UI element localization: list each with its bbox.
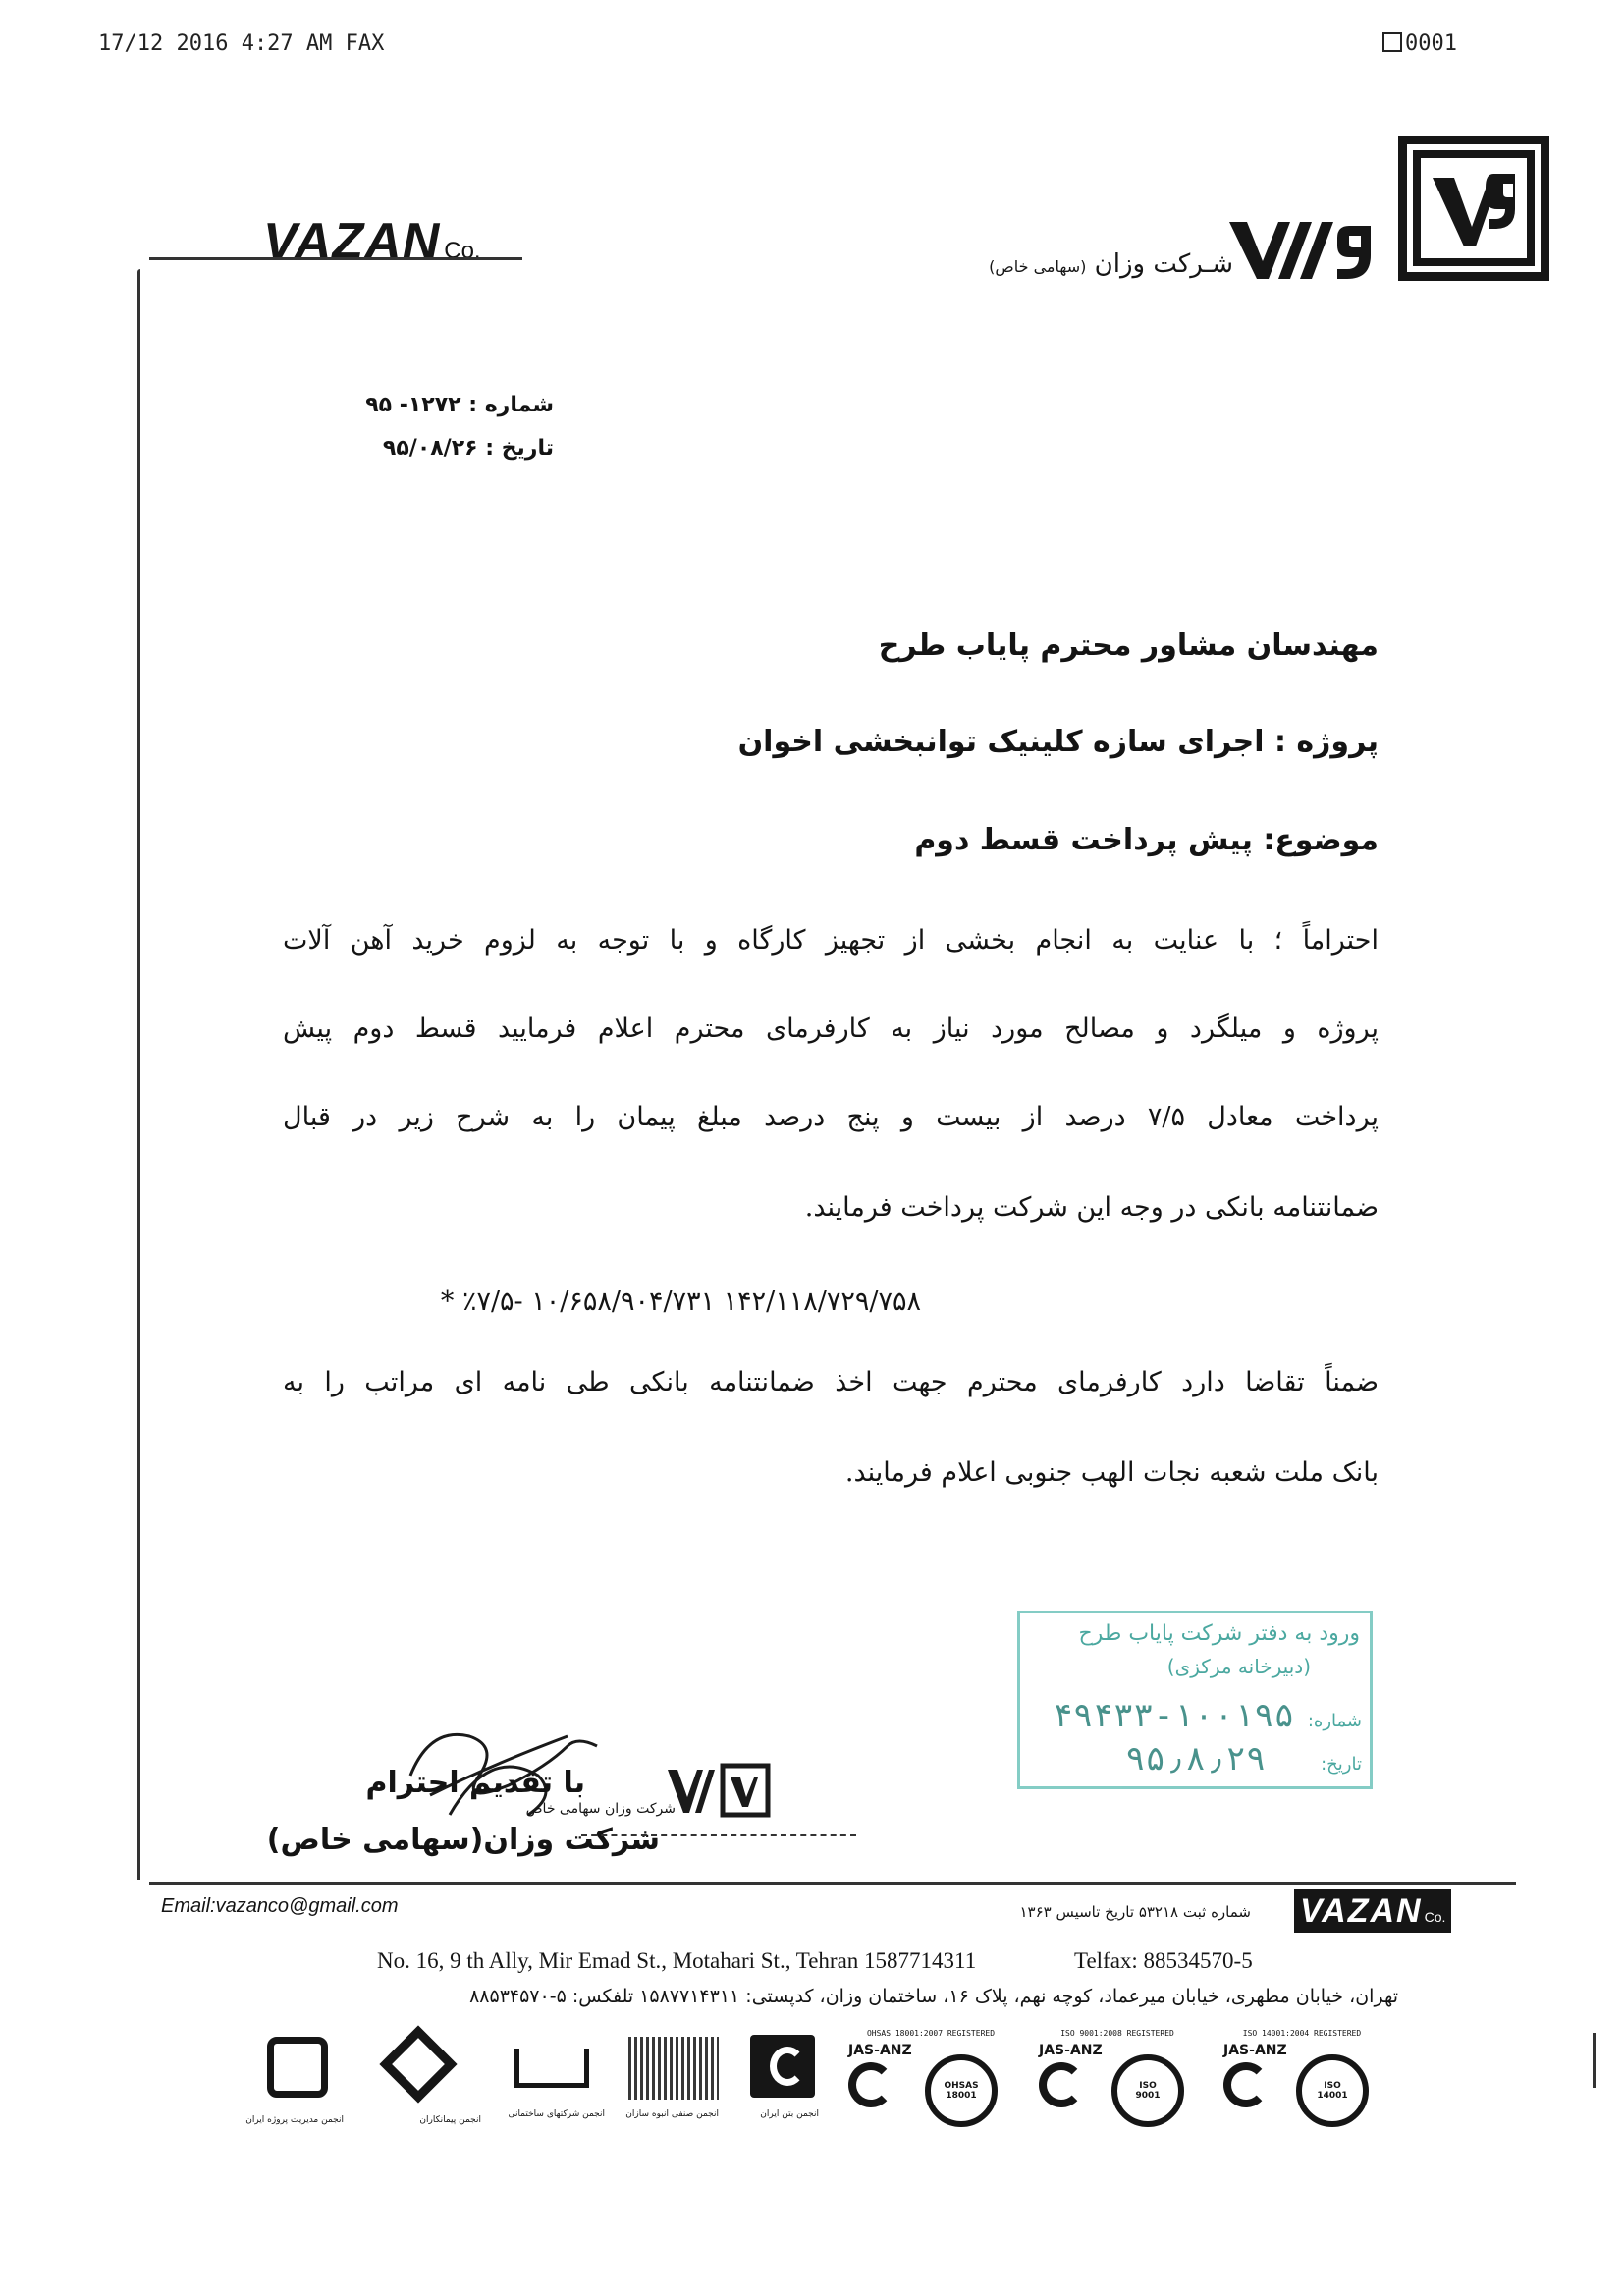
subject-heading: موضوع: پیش پرداخت قسط دوم [914,823,1379,857]
cert-contractors-association: انجمن پیمانکاران [359,2029,487,2137]
company-name-fa: شـرکت وزان (سهامی خاص) [989,249,1233,279]
stamp-line-2: (دبیرخانه مرکزی) [1166,1655,1311,1678]
fax-page-number: 0001 [1382,31,1457,56]
cert-construction-companies: انجمن شرکتهای ساختمانی [501,2029,609,2137]
stamp-number: شماره: ۱۰۰۱۹۵-۴۹۴۳۳ [1053,1696,1362,1735]
brand-wordmark-slashes [1229,222,1377,285]
fax-timestamp: 17/12 2016 4:27 AM FAX [98,31,385,56]
stamp-line-1: ورود به دفتر شرکت پایاب طرح [1078,1621,1360,1646]
brand-latin: VAZAN [263,213,441,270]
cert-seal-icon: ISO 9001 [1111,2054,1184,2127]
signature-underline [581,1834,856,1836]
vazan-emblem [1398,136,1549,281]
cert-concrete-association: انجمن بتن ایران [746,2029,831,2137]
cert-c-mark-icon [848,2062,893,2107]
cert-ohsas18001: OHSAS 18001:2007 REGISTERED JAS-ANZ OHSAS 18001 [842,2029,1019,2137]
frame-top-line [149,257,522,260]
cert-c-mark-icon [1039,2062,1084,2107]
concrete-association-c-icon [770,2047,805,2086]
closing-line-2: بانک ملت شعبه نجات الهب جنوبی اعلام فرمایند. [844,1457,1379,1488]
signature-greeting: با تقدیم احترام [365,1766,585,1800]
body-line-4: ضمانتنامه بانکی در وجه این شرکت پرداخت فرمایند. [804,1192,1379,1223]
signature-stamp-text: شرکت وزان سهامی خاص [525,1801,676,1817]
handshake-icon [514,2049,589,2088]
project-heading: پروژه : اجرای سازه کلینیک توانبخشی اخوان [737,725,1379,759]
builders-association-icon [628,2037,719,2100]
footer-address-en: No. 16, 9 th Ally, Mir Emad St., Motahari St., Tehran 1587714311 [377,1948,977,1973]
body-line-1: احتراماً ؛ با عنایت به انجام بخشی از تجهیز کارگاه و با توجه به لزوم خرید آهن آلات [283,925,1379,956]
calculation-line: ۱۴۲/۱۱۸/۷۲۹/۷۵۸ ‎*‎ ٪۷/۵- ۱۰/۶۵۸/۹۰۴/۷۳۱ [440,1286,921,1317]
stamp-date: تاریخ: ۹۵٫۸٫۲۹ [1125,1739,1362,1778]
letter-number: شماره : ۱۲۷۲- ۹۵ [365,393,554,417]
cert-seal-icon: OHSAS 18001 [925,2054,998,2127]
footer-registration: شماره ثبت ۵۳۲۱۸ تاریخ تاسیس ۱۳۶۳ [1019,1903,1251,1921]
frame-left-line [137,269,140,1880]
brand-latin-suffix: Co. [444,238,481,264]
cert-builders-association: انجمن صنفی انبوه سازان [626,2029,725,2137]
cert-iso9001: ISO 9001:2008 REGISTERED JAS-ANZ ISO 9001 [1033,2029,1202,2137]
cert-iso14001: ISO 14001:2004 REGISTERED JAS-ANZ ISO 14001 [1218,2029,1386,2137]
receipt-stamp [1017,1611,1373,1789]
footer-telfax-en: Telfax: 88534570-5 [1074,1948,1253,1973]
body-line-2: پروژه و میلگرد و مصالح مورد نیاز به کارفرمای محترم اعلام فرمایید قسط دوم پیش [283,1013,1379,1044]
cert-seal-icon: ISO 14001 [1296,2054,1369,2127]
footer-address-fa: تهران، خیابان مطهری، خیابان میرعماد، کوچه نهم، پلاک ۱۶، ساختمان وزان، کدپستی: ۱۵۸۷۷۱۴۳۱۱ تلفکس: ۵-۸۸۵۳۴۵۷۰ [469,1986,1398,2007]
diamond-logo-icon [379,2025,457,2103]
frame-bottom-line [149,1882,1516,1885]
signature-company: شرکت وزان(سهامی خاص) [266,1823,660,1857]
footer-brand: VAZAN Co. [1294,1889,1451,1933]
body-line-3: پرداخت معادل ۷/۵ درصد از بیست و پنج درصد مبلغ پیمان را به شرح زیر در قبال [283,1102,1379,1132]
fax-checkbox-icon [1382,32,1402,52]
letter-date: تاریخ : ۹۵/۰۸/۲۶ [382,436,554,461]
footer-email: Email:vazanco@gmail.com [161,1895,399,1917]
cert-c-mark-icon [1223,2062,1269,2107]
closing-line-1: ضمناً تقاضا دارد کارفرمای محترم جهت اخذ ضمانتنامه بانکی طی نامه ای مراتب را به [283,1367,1379,1397]
cert-project-management: انجمن مدیریت پروژه ایران [249,2029,348,2137]
margin-mark [1593,2033,1596,2088]
vazan-logo [263,212,481,270]
recipient-heading: مهندسان مشاور محترم پایاب طرح [878,629,1379,663]
pm-association-icon [267,2037,328,2098]
